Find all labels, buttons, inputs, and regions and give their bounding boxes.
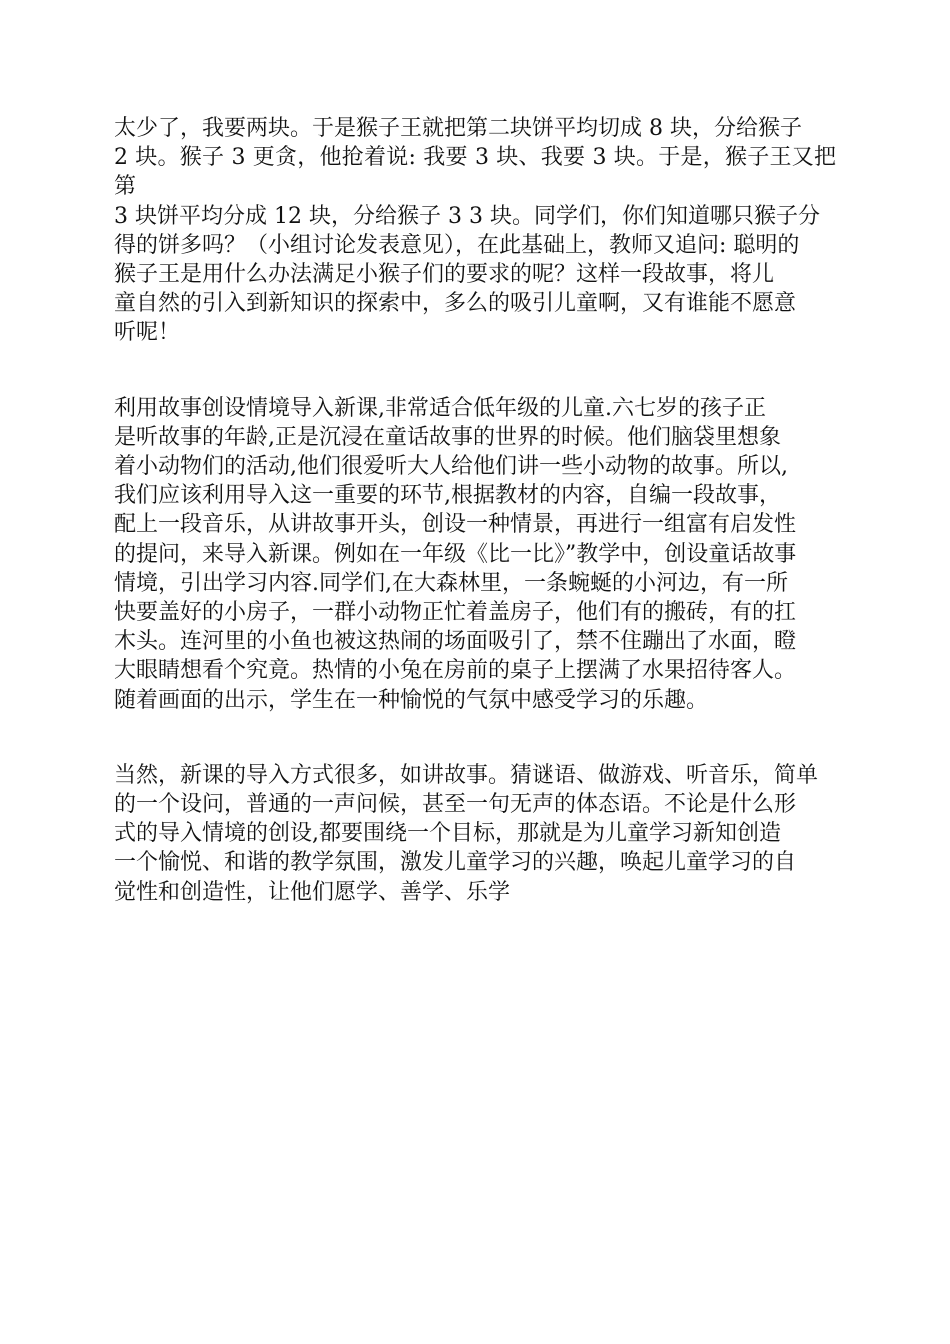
paragraph-monkey-story: 太少了，我要两块。于是猴子王就把第二块饼平均切成 8 块，分给猴子 2 块。猴子 3 更贪，他抢着说: 我要 3 块、我要 3 块。于是，猴子王又把第 3 块饼平均分成 12 块，分给猴子 3 3 块。同学们，你们知道哪只猴子分 得的饼多吗？（小组讨论发表意见），在此基础上，教师又追问: 聪明的 猴子王是用什么办法满足小猴子们的要求的呢？这样一段故事，将儿 童自然的引入到新知识的探索中，多么的吸引儿童啊，又有谁能不愿意 听呢！ xyxy=(114,116,836,346)
document-page xyxy=(114,114,836,907)
paragraph-spacer xyxy=(114,348,836,394)
paragraph-story-situation: 利用故事创设情境导入新课,非常适合低年级的儿童.六七岁的孩子正 是听故事的年龄,正是沉浸在童话故事的世界的时候。他们脑袋里想象 着小动物们的活动,他们很爱听大人给他们讲一些小动物的故事。所以, 我们应该利用导入这一重要的环节,根据教材的内容，自编一段故事， 配上一段音乐，从讲故事开头，创设一种情景，再进行一组富有启发性 的提问，来导入新课。例如在一年级《比一比》”教学中，创设童话故事 情境，引出学习内容.同学们,在大森林里，一条蜿蜒的小河边，有一所 快要盖好的小房子，一群小动物正忙着盖房子，他们有的搬砖，有的扛 木头。连河里的小鱼也被这热闹的场面吸引了，禁不住蹦出了水面，瞪 大眼睛想看个究竟。热情的小兔在房前的桌子上摆满了水果招待客人。 随着画面的出示，学生在一种愉悦的气氛中感受学习的乐趣。 xyxy=(114,395,797,713)
paragraph-spacer xyxy=(114,715,836,761)
paragraph-conclusion: 当然，新课的导入方式很多，如讲故事。猜谜语、做游戏、听音乐，简单 的一个设问，普通的一声问候，甚至一句无声的体态语。不论是什么形 式的导入情境的创设,都要围绕一个目标，那就是为儿童学习新知创造 一个愉悦、和谐的教学氛围，激发儿童学习的兴趣，唤起儿童学习的自 觉性和创造性，让他们愿学、善学、乐学 xyxy=(114,762,819,905)
